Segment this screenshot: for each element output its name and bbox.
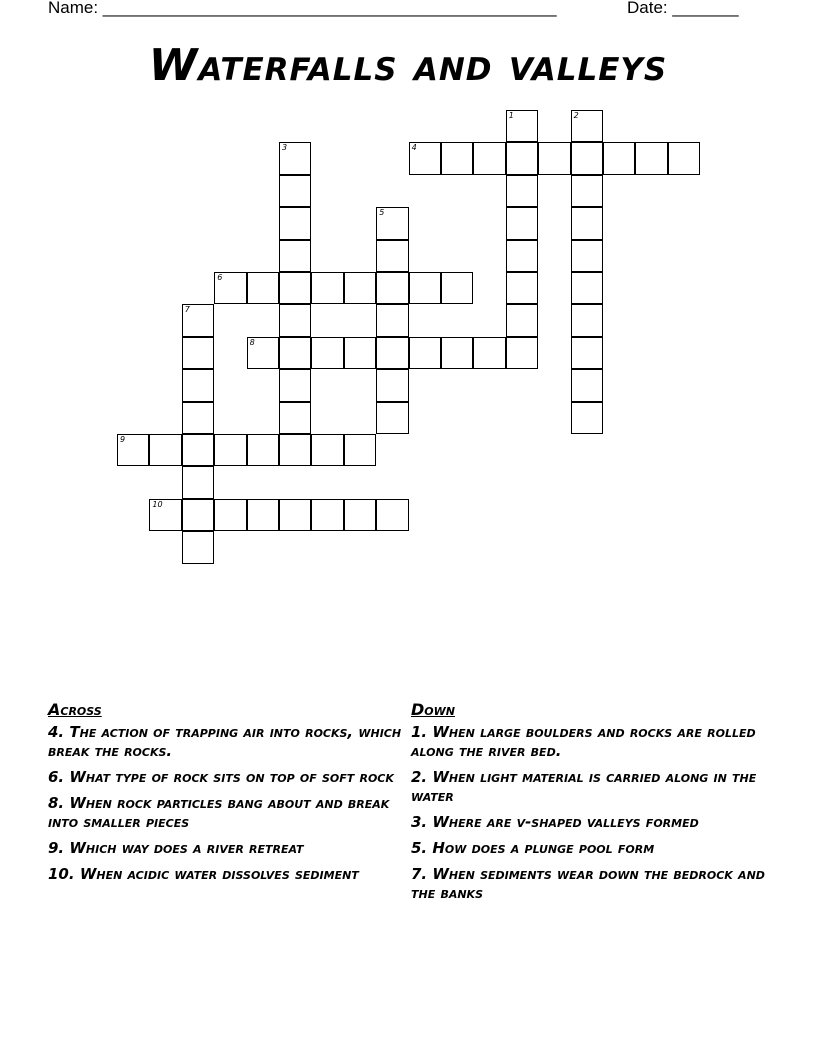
crossword-cell[interactable] <box>409 337 441 369</box>
crossword-cell[interactable] <box>376 304 408 336</box>
clue-text: Where are v-shaped valleys formed <box>432 813 699 831</box>
crossword-cell[interactable] <box>279 304 311 336</box>
down-clue <box>411 723 771 761</box>
crossword-cell[interactable] <box>506 110 538 142</box>
crossword-cell[interactable] <box>182 531 214 563</box>
across-clues <box>48 700 408 891</box>
crossword-cell[interactable] <box>506 175 538 207</box>
clue-text: How does a plunge pool form <box>432 839 655 857</box>
crossword-cell[interactable] <box>182 304 214 336</box>
crossword-cell[interactable] <box>279 337 311 369</box>
crossword-cell[interactable] <box>311 499 343 531</box>
clue-number: 1. <box>411 723 428 741</box>
name-field-line: Name: ________________________________________________ <box>48 0 557 17</box>
crossword-cell[interactable] <box>603 142 635 174</box>
clue-number: 2. <box>411 768 428 786</box>
crossword-cell[interactable] <box>376 369 408 401</box>
date-field-line: Date: _______ <box>627 0 739 17</box>
down-clues <box>411 700 771 910</box>
cell-number: 6 <box>217 273 223 282</box>
crossword-cell[interactable] <box>571 272 603 304</box>
crossword-cell[interactable] <box>279 434 311 466</box>
crossword-cell[interactable] <box>441 142 473 174</box>
crossword-cell[interactable] <box>376 499 408 531</box>
crossword-cell[interactable] <box>311 434 343 466</box>
across-clue <box>48 839 408 858</box>
crossword-cell[interactable] <box>571 304 603 336</box>
crossword-cell[interactable] <box>214 499 246 531</box>
cell-number: 9 <box>120 435 126 444</box>
crossword-cell[interactable] <box>214 434 246 466</box>
crossword-cell[interactable] <box>279 142 311 174</box>
clue-number: 3. <box>411 813 428 831</box>
crossword-cell[interactable] <box>279 402 311 434</box>
across-clue <box>48 865 408 884</box>
crossword-cell[interactable] <box>247 272 279 304</box>
crossword-cell[interactable] <box>344 499 376 531</box>
crossword-cell[interactable] <box>311 272 343 304</box>
crossword-cell[interactable] <box>376 240 408 272</box>
across-heading: Across <box>48 700 102 719</box>
crossword-cell[interactable] <box>279 369 311 401</box>
crossword-cell[interactable] <box>506 207 538 239</box>
clue-text: When large boulders and rocks are rolled along the river bed. <box>411 723 756 760</box>
down-clue <box>411 839 771 858</box>
cell-number: 8 <box>249 337 255 347</box>
crossword-cell[interactable] <box>571 240 603 272</box>
across-clue <box>48 723 408 761</box>
crossword-cell[interactable] <box>473 337 505 369</box>
crossword-cell[interactable] <box>311 337 343 369</box>
crossword-cell[interactable] <box>506 240 538 272</box>
clue-number: 10. <box>48 865 75 883</box>
crossword-cell[interactable] <box>441 272 473 304</box>
clue-number: 5. <box>411 839 428 857</box>
crossword-cell[interactable] <box>538 142 570 174</box>
crossword-cell[interactable] <box>247 434 279 466</box>
crossword-cell[interactable] <box>247 499 279 531</box>
crossword-cell[interactable] <box>344 434 376 466</box>
down-clue <box>411 768 771 806</box>
cell-number: 10 <box>152 499 163 509</box>
crossword-cell[interactable] <box>635 142 667 174</box>
cell-number: 1 <box>508 111 514 120</box>
crossword-cell[interactable] <box>182 466 214 498</box>
clue-text: What type of rock sits on top of soft rock <box>69 768 394 786</box>
crossword-cell[interactable] <box>571 207 603 239</box>
clue-number: 7. <box>411 865 428 883</box>
crossword-cell[interactable] <box>571 110 603 142</box>
crossword-cell[interactable] <box>571 175 603 207</box>
cell-number: 2 <box>573 111 579 120</box>
clue-text: When acidic water dissolves sediment <box>79 865 359 883</box>
crossword-cell[interactable] <box>506 142 538 174</box>
crossword-cell[interactable] <box>214 272 246 304</box>
crossword-cell[interactable] <box>149 434 181 466</box>
crossword-cell[interactable] <box>279 272 311 304</box>
crossword-cell[interactable] <box>279 175 311 207</box>
crossword-cell[interactable] <box>571 337 603 369</box>
crossword-cell[interactable] <box>247 337 279 369</box>
crossword-cell[interactable] <box>182 337 214 369</box>
crossword-cell[interactable] <box>506 272 538 304</box>
clue-number: 6. <box>48 768 65 786</box>
down-clue <box>411 865 771 903</box>
crossword-cell[interactable] <box>506 337 538 369</box>
crossword-cell[interactable] <box>376 337 408 369</box>
clue-text: When rock particles bang about and break into smaller pieces <box>48 794 390 831</box>
down-heading: Down <box>411 700 455 719</box>
cell-number: 4 <box>411 143 417 153</box>
crossword-cell[interactable] <box>279 499 311 531</box>
cell-number: 7 <box>184 305 190 315</box>
cell-number: 3 <box>282 143 288 153</box>
crossword-cell[interactable] <box>668 142 700 174</box>
clue-number: 9. <box>48 839 65 857</box>
crossword-cell[interactable] <box>376 272 408 304</box>
crossword-cell[interactable] <box>344 337 376 369</box>
crossword-cell[interactable] <box>409 272 441 304</box>
crossword-cell[interactable] <box>182 402 214 434</box>
clue-number: 4. <box>48 723 65 741</box>
crossword-cell[interactable] <box>571 369 603 401</box>
across-clue <box>48 794 408 832</box>
clue-number: 8. <box>48 794 65 812</box>
crossword-cell[interactable] <box>409 142 441 174</box>
crossword-cell[interactable] <box>473 142 505 174</box>
clue-text: When light material is carried along in the water <box>411 768 757 805</box>
crossword-cell[interactable] <box>571 142 603 174</box>
down-clue <box>411 813 771 832</box>
page-title: Waterfalls and valleys <box>148 40 668 91</box>
clue-text: The action of trapping air into rocks, which break the rocks. <box>48 723 402 760</box>
clue-text: When sediments wear down the bedrock and the banks <box>411 865 765 902</box>
crossword-cell[interactable] <box>117 434 149 466</box>
crossword-cell[interactable] <box>506 304 538 336</box>
cell-number: 5 <box>379 208 385 218</box>
crossword-cell[interactable] <box>279 207 311 239</box>
crossword-cell[interactable] <box>182 369 214 401</box>
crossword-cell[interactable] <box>441 337 473 369</box>
crossword-cell[interactable] <box>149 499 181 531</box>
crossword-cell[interactable] <box>182 434 214 466</box>
clue-text: Which way does a river retreat <box>69 839 304 857</box>
across-clue <box>48 768 408 787</box>
crossword-cell[interactable] <box>279 240 311 272</box>
crossword-cell[interactable] <box>182 499 214 531</box>
crossword-cell[interactable] <box>376 402 408 434</box>
crossword-cell[interactable] <box>344 272 376 304</box>
crossword-cell[interactable] <box>571 402 603 434</box>
crossword-cell[interactable] <box>376 207 408 239</box>
